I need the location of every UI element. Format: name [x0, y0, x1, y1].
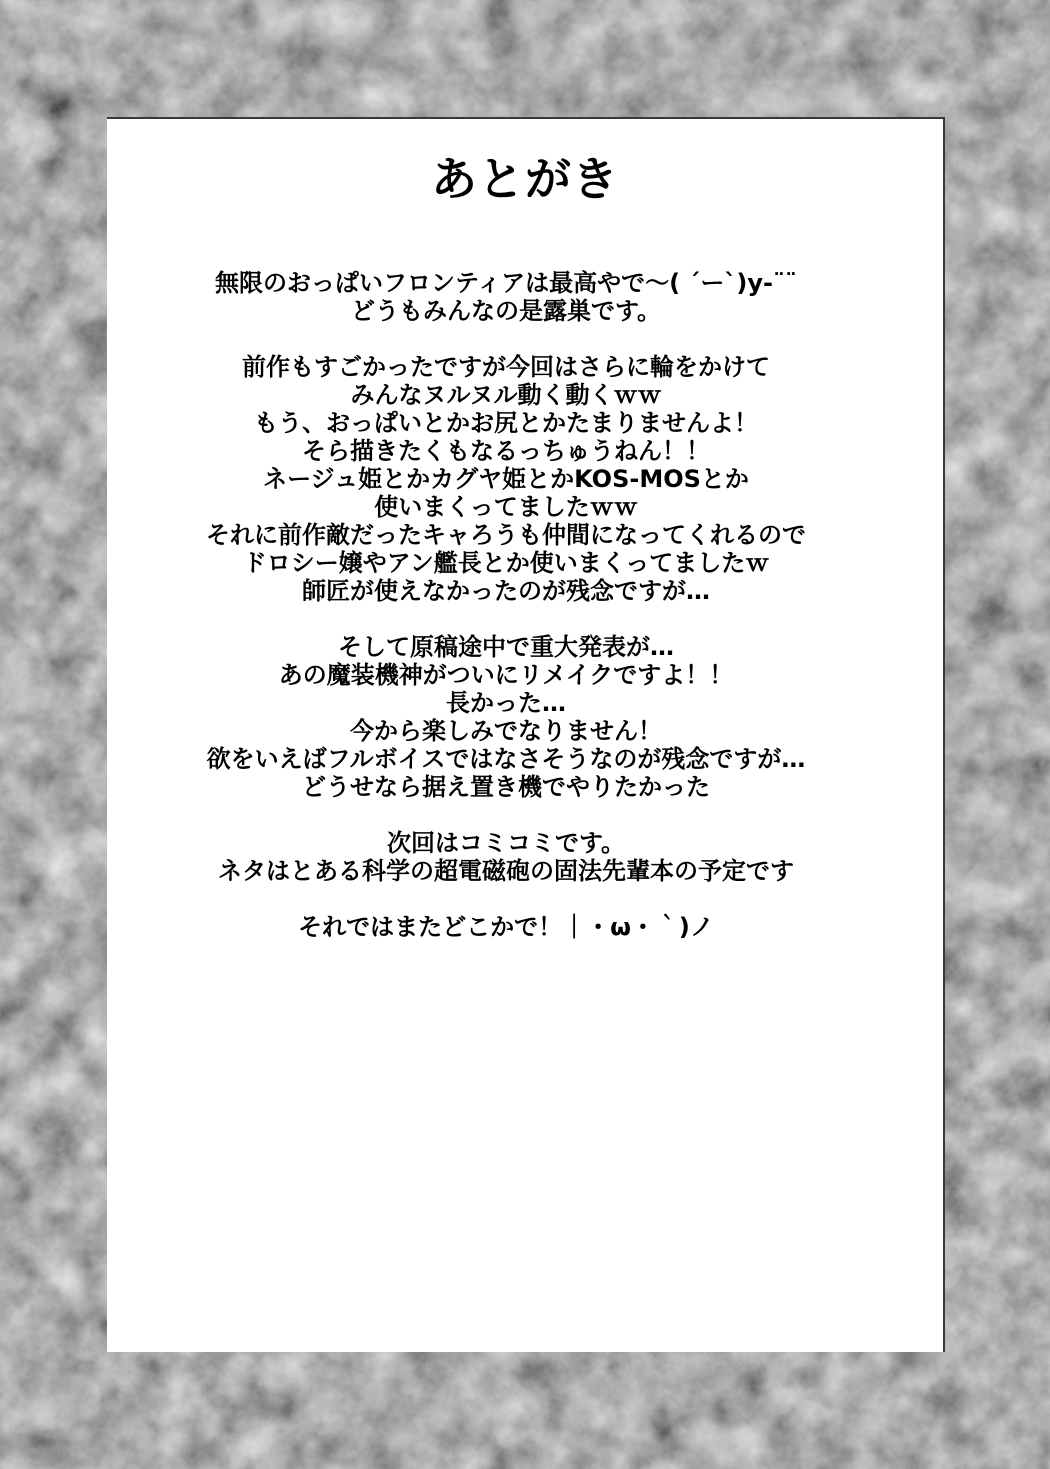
text-line: 師匠が使えなかったのが残念ですが…: [302, 577, 710, 605]
text-line: あの魔装機神がついにリメイクですよ！！: [278, 661, 734, 689]
text-line: 今から楽しみでなりません！: [350, 717, 662, 745]
text-line: ネタはとある科学の超電磁砲の固法先輩本の予定です: [218, 857, 794, 885]
afterword-paper: [107, 117, 945, 1352]
text-line: 使いまくってましたｗｗ: [374, 493, 638, 521]
paragraph-break: [107, 885, 905, 913]
text-line: 長かった…: [446, 689, 566, 717]
text-line: 欲をいえばフルボイスではなさそうなのが残念ですが…: [206, 745, 806, 773]
text-line: 次回はコミコミです。: [386, 829, 626, 857]
page-title: あとがき: [431, 152, 619, 206]
text-line: みんなヌルヌル動く動くｗｗ: [350, 381, 662, 409]
paragraph-break: [107, 325, 905, 353]
afterword-text: [107, 269, 943, 941]
text-line: ネージュ姫とかカグヤ姫とかKOS-MOSとか: [263, 465, 749, 493]
text-line: どうもみんなの是露巣です。: [350, 297, 662, 325]
text-line: そら描きたくもなるっちゅうねん！！: [302, 437, 710, 465]
paragraph-break: [107, 605, 905, 633]
text-line: ドロシー嬢やアン艦長とか使いまくってましたｗ: [242, 549, 770, 577]
text-line: 無限のおっぱいフロンティアは最高やで～( ´ー`)y-¨¨: [215, 269, 797, 297]
text-line: どうせなら据え置き機でやりたかった: [302, 773, 710, 801]
paragraph-break: [107, 801, 905, 829]
text-line: それに前作敵だったキャろうも仲間になってくれるので: [206, 521, 806, 549]
text-line: もう、おっぱいとかお尻とかたまりませんよ！: [254, 409, 758, 437]
text-line: そして原稿途中で重大発表が…: [338, 633, 674, 661]
text-line: それではまたどこかで！｜・ω・｀)ノ: [298, 913, 714, 941]
text-line: 前作もすごかったですが今回はさらに輪をかけて: [242, 353, 770, 381]
